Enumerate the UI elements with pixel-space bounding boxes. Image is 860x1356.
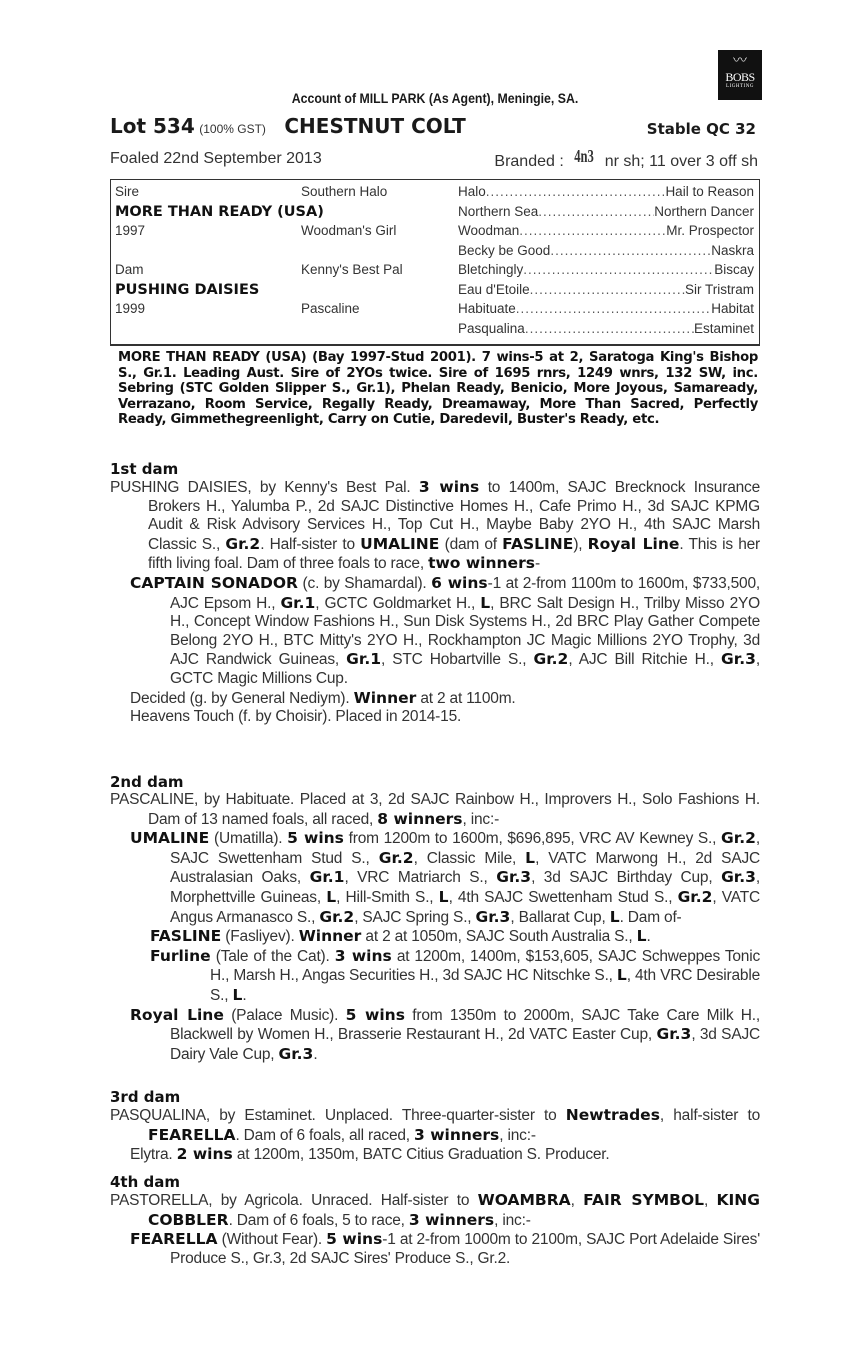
logo-sub: LIGHTING — [726, 84, 754, 89]
progeny-entry: PUSHING DAISIES, by Kenny's Best Pal. 3 wins to 1400m, SAJC Brecknock Insurance Brokers H., Yalumba P., 2d SAJC Distinctive Homes H., Cafe Primo H., 3d SAJC KPMG Audit & Risk Advisory Services H., Top Cut H., Maybe Baby 2YO H., 4th SAJC Marsh Classic S., Gr.2. Half-sister to UMALINE (dam of FASLINE), Royal Line. This is her fifth living foal. Dam of three foals to race, two winners- — [110, 478, 761, 573]
progeny-entry: Heavens Touch (f. by Choisir). Placed in 2014-15. — [130, 708, 462, 726]
pedigree-grandparents — [458, 184, 754, 340]
ancestor: Woodman — [458, 223, 520, 238]
leader-dots — [486, 184, 666, 204]
progeny-entry: Decided (g. by General Nediym). Winner at 2 at 1100m. — [130, 688, 516, 707]
foaled-date: Foaled 22nd September 2013 — [110, 150, 322, 167]
progeny-entry: CAPTAIN SONADOR (c. by Shamardal). 6 wins-1 at 2-from 1100m to 1600m, $733,500, AJC Epsom H., Gr.1, GCTC Goldmarket H., L, BRC Salt Design H., Trilby Misso 2YO H., Concept Window Fashions H., Sun Disk Systems H., 2d BRC Play Gather Compete Belong 2YO H., BTC Mitty's 2YO H., Rockhampton JC Magic Millions 2YO Trophy, 3d AJC Randwick Guineas, Gr.1, STC Hobartville S., Gr.2, AJC Bill Ritchie H., Gr.3, GCTC Magic Millions Cup. — [130, 573, 760, 687]
pedigree-grandparent: Woodman's Girl — [301, 223, 397, 238]
branded-label: Branded : — [494, 153, 564, 170]
leader-dots — [516, 301, 711, 321]
ancestor: Northern Sea — [458, 203, 539, 219]
ancestor: Eau d'Etoile — [458, 281, 530, 297]
pedigree-ancestor-row — [458, 262, 754, 282]
ancestor: Bletchingly — [458, 262, 524, 277]
ancestor-sire: Biscay — [714, 262, 754, 277]
pedigree-label: Sire — [115, 184, 140, 199]
pedigree-ancestor-row — [458, 282, 754, 302]
progeny-entry: Elytra. 2 wins at 1200m, 1350m, BATC Citius Graduation S. Producer. — [130, 1145, 610, 1164]
pedigree-label: Dam — [115, 262, 144, 277]
progeny-entry: Royal Line (Palace Music). 5 wins from 1350m to 2000m, SAJC Take Care Milk H., Blackwell by Women H., Brasserie Restaurant H., 2d VATC Easter Cup, Gr.3, 3d SAJC Dairy Vale Cup, Gr.3. — [130, 1005, 760, 1063]
vendor-account: Account of MILL PARK (As Agent), Meningie, SA. — [291, 90, 579, 106]
progeny-entry: UMALINE (Umatilla). 5 wins from 1200m to 1600m, $696,895, VRC AV Kewney S., Gr.2, SAJC Swettenham Stud S., Gr.2, Classic Mile, L, VATC Marwong H., 2d SAJC Australasian Oaks, Gr.1, VRC Matriarch S., Gr.3, 3d SAJC Birthday Cup, Gr.3, Morphettville Guineas, L, Hill-Smith S., L, 4th SAJC Swettenham Stud S., Gr.2, VATC Angus Armanasco S., Gr.2, SAJC Spring S., Gr.3, Ballarat Cup, L. Dam of- — [130, 829, 761, 926]
ancestor: Pasqualina — [458, 320, 525, 336]
ancestor-sire: Estaminet — [693, 320, 754, 336]
section-heading: 4th dam — [110, 1173, 180, 1191]
leader-dots — [530, 282, 685, 302]
ancestor-sire: Sir Tristram — [685, 281, 754, 297]
pedigree-row — [115, 184, 445, 204]
lot-number: Lot 534 — [110, 114, 195, 138]
sire-summary: MORE THAN READY (USA) (Bay 1997-Stud 2001). 7 wins-5 at 2, Saratoga King's Bishop S., Gr.1. Leading Aust. Sire of 2YOs twice. Sire of 1695 rnrs, 1249 wnrs, 132 SW, inc. Sebring (STC Golden Slipper S., Gr.1), Phelan Ready, Benicio, More Joyous, Samaready, Verrazano, Room Service, Regally Ready, Dreamaway, More Than Sacred, Perfectly Ready, Gimmethegreenlight, Carry on Cutie, Daredevil, Buster's Ready, etc. — [118, 350, 758, 427]
pedigree-row — [115, 243, 445, 263]
dam-section-4 — [110, 1173, 760, 1268]
dam-section-2 — [110, 773, 760, 1064]
branded-info — [494, 146, 758, 171]
progeny-entry: PASQUALINA, by Estaminet. Unplaced. Three-quarter-sister to Newtrades, half-sister to FEARELLA. Dam of 6 foals, all raced, 3 winners, inc:- — [110, 1106, 760, 1144]
ancestor-sire: Mr. Prospector — [666, 223, 754, 238]
ancestor: Halo — [458, 184, 486, 199]
gst-note: (100% GST) — [199, 122, 266, 136]
pedigree-ancestor-row — [458, 243, 754, 263]
pedigree-grandparent: Kenny's Best Pal — [301, 262, 403, 277]
progeny-entry: FASLINE (Fasliyev). Winner at 2 at 1050m, SAJC South Australia S., L. — [150, 927, 651, 946]
leader-dots — [519, 223, 666, 243]
progeny-entry: Furline (Tale of the Cat). 3 wins at 1200m, 1400m, $153,605, SAJC Schweppes Tonic H., Marsh H., Angas Securities H., 3d SAJC HC Nitschke S., L, 4th VRC Desirable S., L. — [150, 946, 760, 1004]
progeny-entry: FEARELLA (Without Fear). 5 wins-1 at 2-from 1000m to 2100m, SAJC Port Adelaide Sires' Produce S., Gr.3, 2d SAJC Sires' Produce S., Gr.2. — [130, 1230, 760, 1267]
pedigree-table — [110, 179, 760, 346]
stable-number: Stable QC 32 — [646, 120, 756, 138]
pedigree-row — [115, 223, 445, 243]
horse-description: CHESTNUT COLT — [284, 114, 466, 138]
progeny-entry: PASCALINE, by Habituate. Placed at 3, 2d SAJC Rainbow H., Improvers H., Solo Fashions H. Dam of 13 named foals, all raced, 8 winners, inc:- — [110, 791, 760, 828]
lot-line — [110, 114, 760, 142]
leader-dots — [538, 204, 654, 224]
ancestor-sire: Habitat — [711, 301, 754, 316]
rider-on-horse-icon: 〰 — [733, 54, 747, 69]
ancestor-sire: Hail to Reason — [665, 184, 754, 199]
dam-section-1 — [110, 460, 760, 727]
parent-name: MORE THAN READY (USA) — [115, 203, 324, 220]
dam-section-3 — [110, 1088, 760, 1165]
pedigree-label: 1999 — [115, 301, 146, 316]
pedigree-row — [115, 262, 445, 282]
pedigree-grandparent: Southern Halo — [301, 184, 388, 199]
pedigree-parents — [115, 184, 445, 321]
ancestor: Becky be Good — [458, 242, 551, 258]
pedigree-ancestor-row — [458, 223, 754, 243]
pedigree-parent-name — [115, 204, 445, 224]
pedigree-parent-name — [115, 282, 445, 302]
leader-dots — [525, 321, 694, 341]
pedigree-grandparent: Pascaline — [301, 301, 360, 316]
pedigree-ancestor-row — [458, 204, 754, 224]
progeny-entry: PASTORELLA, by Agricola. Unraced. Half-sister to WOAMBRA, FAIR SYMBOL, KING COBBLER. Dam of 6 foals, 5 to race, 3 winners, inc:- — [110, 1191, 760, 1229]
section-heading: 3rd dam — [110, 1088, 181, 1106]
pedigree-ancestor-row — [458, 184, 754, 204]
section-heading: 2nd dam — [110, 773, 184, 791]
ancestor-sire: Northern Dancer — [654, 203, 754, 219]
leader-dots — [523, 262, 714, 282]
branded-detail: nr sh; 11 over 3 off sh — [604, 153, 758, 170]
ancestor: Habituate — [458, 301, 516, 316]
pedigree-row — [115, 301, 445, 321]
pedigree-ancestor-row — [458, 321, 754, 341]
parent-name: PUSHING DAISIES — [115, 281, 260, 298]
section-heading: 1st dam — [110, 460, 179, 478]
pedigree-ancestor-row — [458, 301, 754, 321]
pedigree-label: 1997 — [115, 223, 146, 238]
leader-dots — [550, 243, 711, 263]
logo-brand: BOBS — [725, 70, 755, 84]
bobs-lighting-logo — [718, 50, 762, 100]
brand-mark: 4n3 — [574, 146, 595, 166]
ancestor-sire: Naskra — [711, 242, 754, 258]
